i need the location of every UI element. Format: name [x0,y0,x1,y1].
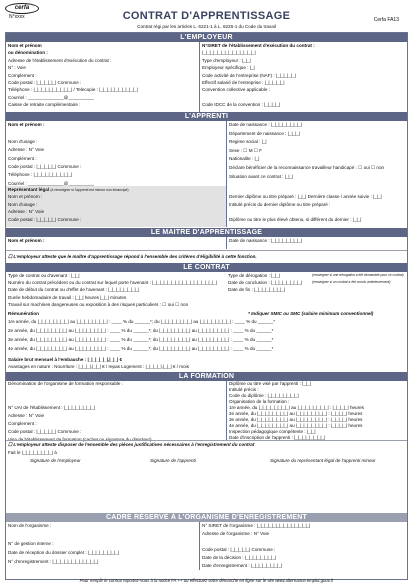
emp-left-field[interactable]: Courriel : ______________@__________ [8,94,94,100]
rep-right-field[interactable]: Diplôme ou titre le plus élevé obtenu, si différent du dernier : |_|_| [229,216,362,222]
frm-right-field[interactable]: Inspection pédagogique compétente : |_|_| [229,429,316,434]
ctr-right-field[interactable]: Date de conclusion : |_|_|_|_|_|_|_|_| [228,280,303,286]
avantages-field[interactable]: Avantages en nature : Nourriture : |_|_|_|,|_|_| € / repas Logement : |_|_|_|_|,|_|_| € / mois [8,364,189,369]
column-divider [199,42,200,112]
maitre-name-label[interactable]: Nom et prénom : [8,238,45,243]
app-left-field[interactable]: Complément : [8,155,37,161]
app-left-field[interactable]: Téléphone : |_|_|_|_|_|_|_|_|_|_| [8,172,73,178]
emp-left-field[interactable]: Caisse de retraite complémentaire : [8,102,81,108]
frm-left-field[interactable]: Adresse : N° Voie [8,413,45,418]
emp-right-field[interactable]: Code IDCC de la convention : |_|_|_|_| [202,102,281,108]
rep-left-field[interactable]: Code postal : |_|_|_|_|_| Commune : [8,216,82,222]
rep-right-field[interactable]: Dernier diplôme ou titre préparé : |_|_| Dernière classe / année suivie : |_|_| [229,194,382,199]
app-left-field[interactable]: Adresse : N° Voie [8,147,45,153]
emp-right-field[interactable]: |_|_|_|_|_|_|_|_|_|_|_|_|_|_| [202,50,256,56]
app-right-field[interactable]: Sexe : ☐ M ☐ F [229,147,262,153]
rep-left-field[interactable]: Nom et prénom : [8,194,43,199]
ctr-rows-field[interactable]: Travail sur machines dangereuses ou exposition à des risques particuliers : ☐ oui ☐ non [8,301,189,307]
ctr-right-field[interactable]: Date de fin : |_|_|_|_|_|_|_|_| [228,287,286,293]
cad-left-field[interactable]: N° d'enregistrement : |_|_|_|_|_|_|_|_|_|_|_|_| [8,559,99,564]
divider [6,440,407,441]
frm-left-field[interactable]: Complement : [8,421,37,426]
cad-right-field[interactable]: Date de la décision : |_|_|_|_|_|_|_|_| [202,555,277,560]
emp-left-field[interactable]: Adresse de l'établissement d'exécution du contrat : [8,57,112,63]
column-divider [226,237,227,249]
emp-left-field[interactable]: N° : Voie [8,65,26,71]
column-divider [199,522,200,570]
cad-right-field[interactable]: Adresse de l'organisme : N° Voie [202,531,270,536]
app-left-field[interactable]: Nom et prénom : [8,122,45,127]
app-right-field[interactable]: Déclare bénéficier de la reconnaissance travailleur handicapé : ☐ oui ☐ non [229,165,385,170]
frm-right-field[interactable]: 3e année, du |_|_|_|_|_|_|_|_| au |_|_|_|_|_|_|_|_| : |_|_|_|_| heures [229,417,363,422]
section-employeur: L'EMPLOYEUR [6,33,407,42]
emp-left-field[interactable]: Complement : [8,72,37,78]
ctr-rows-field[interactable]: Type de contrat ou d'avenant : |_|_| [8,273,80,278]
ctr-rows-field[interactable]: Durée hebdomadaire de travail : |_|_| heures |_|_| minutes [8,294,127,300]
app-right-field[interactable]: Département de naissance : |_|_|_| [229,130,301,136]
cad-right-field[interactable]: Code postal : |_|_|_|_|_| Commune : [202,547,276,552]
app-right-field[interactable]: Regime social : |_| [229,139,267,145]
precedent-note: (renseigner si un contrat a été conclu antérieurement) [312,280,391,284]
emp-left-field[interactable]: ou dénomination : [8,50,48,56]
ctr-years-field[interactable]: 4e année, du |_|_|_|_|_|_|_|_| au |_|_|_|_|_|_|_|_| : ____ % du ______*; du |_|_|_|_|_|_|_|_| au |_|_|_|_|_|_|_|_| : ____ % du ______* [8,346,274,351]
signature-representant[interactable]: Signature du représentant légal de l'apprenti mineur [270,458,376,463]
section-maitre: LE MAITRE D'APPRENTISSAGE [6,228,407,237]
fait-le-field[interactable]: Fait le |_|_|_|_|_|_|_|_| à [8,450,57,455]
frm-left-field[interactable]: N° UAI de l'établissement : |_|_|_|_|_|_|_|_| [8,405,95,410]
maitre-attestation[interactable]: ☐ L'employeur atteste que le maître d'apprentissage répond à l'ensemble des critères d'éligibilité à cette fonction. [8,254,257,259]
ctr-years-field[interactable]: 1re année, du |_|_|_|_|_|_|_|_| au |_|_|_|_|_|_|_|_| : ____ % du ______*; du |_|_|_|_|_|_|_|_| au |_|_|_|_|_|_|_|_| : ____ % du ______* [8,319,275,324]
divider [6,250,407,251]
ctr-right-field[interactable]: Type de dérogation : |_|_| [228,273,280,278]
cad-left-field[interactable]: N° de gestion interne : [8,541,54,546]
section-apprenti: L'APPRENTI [6,112,407,121]
pieces-attestation[interactable]: ☐ L'employeur atteste disposer de l'ensemble des pièces justificatives nécessaires à l'enregistrement du contrat [8,442,255,447]
app-right-field[interactable]: Date de naissance : |_|_|_|_|_|_|_|_| [229,122,303,127]
app-left-field[interactable]: Nom d'usage : [8,138,38,144]
rep-left-field[interactable]: Adresse : N° Voie [8,209,45,215]
footer-note: Pour remplir le contrat reportez-vous à la notice FA ++ ou effectuez votre démarche en ligne sur le site www.alternance.emploi.gouv.fr [79,578,334,583]
remuneration-title: Rémunération [8,311,39,316]
cad-left-field[interactable]: Date de réception du dossier complet : |_|_|_|_|_|_|_|_| [8,550,120,555]
frm-right-field[interactable]: 2e année, du |_|_|_|_|_|_|_|_| au |_|_|_|_|_|_|_|_| : |_|_|_|_| heures [229,411,363,416]
representant-legal-title: Représentant légal (à renseigner si l'apprenti est mineur non émancipé) [8,187,129,192]
section-formation: LA FORMATION [6,372,407,381]
app-right-field[interactable]: Situation avant ce contrat : |_|_| [229,173,294,179]
column-divider [226,381,227,440]
rep-right-field[interactable]: Intitulé précis du dernier diplôme ou titre préparé : [229,201,331,207]
cerfa-logo-mark: cerfa [5,3,39,14]
cerfa-logo-number: N°xxxx [9,14,25,20]
rep-left-field[interactable]: Nom d'usage : [8,201,38,207]
maitre-dob-field[interactable]: Date de naissance : |_|_|_|_|_|_|_|_| [229,238,303,243]
column-divider [226,121,227,227]
frm-right-field[interactable]: Organisation de la formation : [229,399,290,404]
emp-right-field[interactable]: Employeur spécifique : |_| [202,65,255,71]
emp-right-field[interactable]: Convention collective applicable : [202,87,270,93]
salaire-field[interactable]: Salaire brut mensuel à l'embauche : |_|_|_|_|_|,|_|_| € [8,357,123,362]
emp-right-field[interactable]: Type d'employeur : |_|_| [202,57,251,63]
frm-left-field[interactable]: Dénomination de l'organisme de formation responsable : [8,381,124,386]
signature-apprenti[interactable]: Signature de l'apprenti [150,458,196,463]
emp-left-field[interactable]: Code postal : |_|_|_|_|_| Commune : [8,80,82,85]
cad-left-field[interactable]: Nom de l'organisme : [8,523,52,528]
emp-right-field[interactable]: Effectif salarié de l'entreprise : |_|_|_|_|_| [202,80,285,85]
form-title: CONTRAT D'APPRENTISSAGE [122,10,291,22]
frm-right-field[interactable]: Code du diplôme : |_|_|_|_|_|_|_|_| [229,393,299,398]
emp-left-field[interactable]: Téléphone : |_|_|_|_|_|_|_|_|_|_| / Telecopie : |_|_|_|_|_|_|_|_|_|_| [8,87,138,93]
remuneration-note: * Indiquer SMIC ou SMC (salaire minimum conventionnel) [248,311,374,316]
ctr-rows-field[interactable]: Date de début du contrat ou d'effet de l'avenant : |_|_|_|_|_|_|_|_| [8,287,140,293]
app-left-field[interactable]: Courriel : ______________@__________ [8,180,94,186]
frm-right-field[interactable]: 4e année, du |_|_|_|_|_|_|_|_| au |_|_|_|_|_|_|_|_| : |_|_|_|_| heures [229,423,363,428]
frm-right-field[interactable]: Diplôme ou titre visé par l'apprenti : |_|_| [229,381,311,386]
frm-left-field[interactable]: Code postal : |_|_|_|_|_| Commune : [8,429,82,434]
emp-right-field[interactable]: N°SIRET de l'établissement d'exécution du contrat : [202,43,315,48]
frm-right-field[interactable]: Intitulé précis : [229,387,259,392]
frm-right-field[interactable]: 1re année, du |_|_|_|_|_|_|_|_| au |_|_|_|_|_|_|_|_| : |_|_|_|_| heures [229,405,364,410]
emp-right-field[interactable]: Code activité de l'entreprise (NAF) : |_|_|_|_|_| [202,72,296,78]
section-contrat: LE CONTRAT [6,263,407,272]
cad-right-field[interactable]: N° SIRET de l'organisme : |_|_|_|_|_|_|_|_|_|_|_|_|_|_| [202,523,311,528]
section-cadre: CADRE RÉSERVÉ À L'ORGANISME D'ENREGISTREMENT [6,513,407,522]
frm-right-field[interactable]: Date d'inscription de l'apprenti : |_|_|_|_|_|_|_|_| [229,435,326,440]
ctr-years-field[interactable]: 3e année, du |_|_|_|_|_|_|_|_| au |_|_|_|_|_|_|_|_| : ____ % du ______*; du |_|_|_|_|_|_|_|_| au |_|_|_|_|_|_|_|_| : ____ % du ______* [8,337,274,342]
signature-employeur[interactable]: Signature de l'employeur [30,458,81,463]
emp-left-field[interactable]: Nom et prénom [8,43,42,48]
derogation-note: (renseigner si une dérogation a été demandée pour ce contrat) [312,273,404,277]
ctr-rows-field[interactable]: Numéro du contrat précédent ou du contrat sur lequel porte l'avenant : |_|_|_|_|_|_|_|_|_|_|_|_|_|_|_|_|_| [8,280,218,286]
form-subtitle: Contrat régi par les articles L. 6221-1 à L. 6226-1 du Code du travail [137,24,276,29]
cad-right-field[interactable]: Date d'enregistrement : |_|_|_|_|_|_|_|_| [202,563,283,568]
cerfa-number: Cerfa FA13 [373,17,399,23]
app-left-field[interactable]: Code postal : |_|_|_|_|_| Commune : [8,164,82,169]
form-header [0,0,413,30]
app-right-field[interactable]: Nationalite : |_| [229,156,260,162]
ctr-years-field[interactable]: 2e année, du |_|_|_|_|_|_|_|_| au |_|_|_|_|_|_|_|_| : ____ % du ______*; du |_|_|_|_|_|_|_|_| au |_|_|_|_|_|_|_|_| : ____ % du ______* [8,328,274,333]
